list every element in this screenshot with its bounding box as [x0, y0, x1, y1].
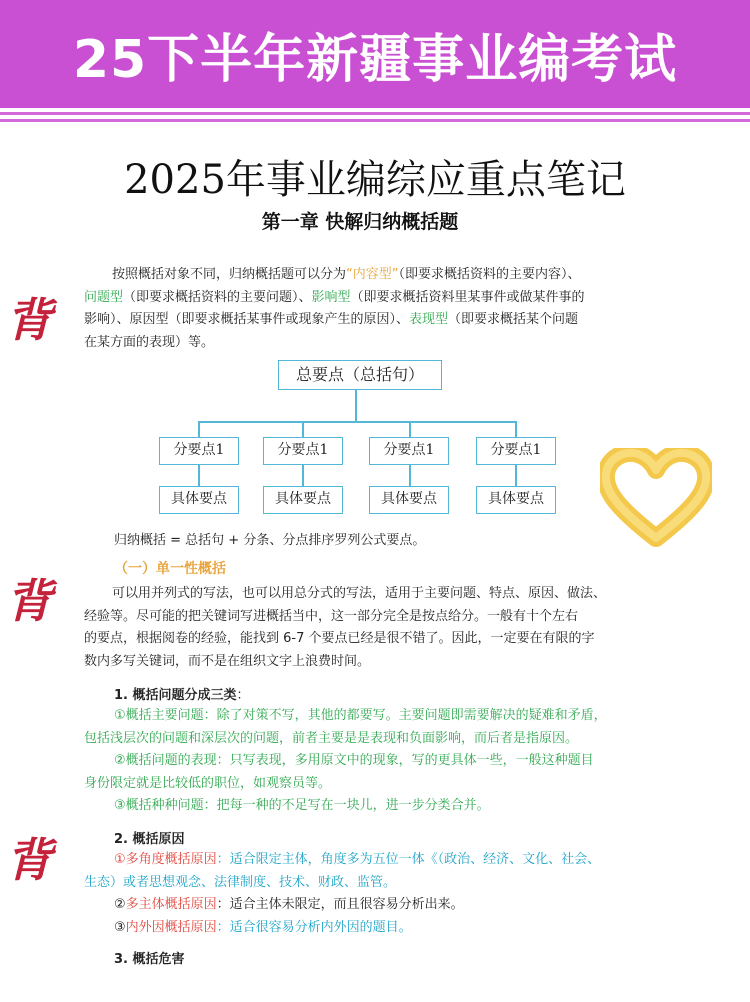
formula-text: 归纳概括 = 总括句 + 分条、分点排序罗列公式要点。 [114, 533, 426, 548]
diagram-leaf-box: 具体要点 [369, 486, 449, 514]
body-text: 经验等。尽可能的把关键词写进概括当中，这一部分完全是按点给分。一般有十个左右 [84, 608, 579, 624]
body-text: 的要点，根据阅卷的经验，能找到 6-7 个要点已经是很不错了。因此，一定要在有限的字 [84, 631, 595, 646]
list-item-label: 内外因概括原因 [125, 919, 217, 935]
diagram-branch-box: 分要点1 [476, 437, 556, 465]
intro-paragraph [84, 264, 644, 354]
subsection-heading: 3. 概括危害 [114, 952, 185, 967]
body-text: 可以用并列式的写法，也可以用总分式的写法，适用于主要问题、特点、原因、做法、 [112, 586, 607, 601]
bei-mark: 背 [6, 574, 52, 628]
top-banner [0, 0, 750, 108]
subsection-heading-text: 1. 概括问题分成三类 [114, 688, 237, 703]
diagram-connector [409, 421, 411, 438]
intro-text: 影响）、原因型（即要求概括某事件或现象产生的原因）、 [84, 312, 410, 327]
divider-line [0, 112, 750, 115]
diagram-connector [302, 421, 304, 438]
diagram-connector [198, 465, 200, 487]
sub1-paragraph [84, 705, 644, 818]
intro-text: 按照概括对象不同，归纳概括题可以分为 [112, 267, 347, 282]
bei-mark: 背 [6, 833, 52, 887]
subsection-heading-colon: ： [236, 688, 250, 703]
intro-highlight: 问题型 [84, 289, 124, 305]
list-item: 生态）或者思想观念、法律制度、技术、财政、监管。 [84, 874, 397, 890]
diagram-leaf-box: 具体要点 [263, 486, 343, 514]
list-item-number: ③ [114, 919, 126, 935]
bei-mark: 背 [6, 293, 52, 347]
body-text: 数内多写关键词，而不是在组织文字上浪费时间。 [84, 653, 371, 669]
section-heading: （一）单一性概括 [114, 561, 226, 577]
list-item: 身份限定就是比较低的职位，如观察员等。 [84, 775, 332, 791]
subsection-heading [114, 684, 250, 703]
list-item: ①概括主要问题：除了对策不写，其他的都要写。主要问题即需要解决的疑难和矛盾， [114, 708, 607, 723]
diagram-connector [515, 465, 517, 487]
diagram-connector [355, 390, 357, 422]
intro-text: （即要求概括资料里某事件或做某件事的 [350, 289, 585, 305]
diagram-connector [198, 421, 516, 423]
diagram-branch-box: 分要点1 [369, 437, 449, 465]
list-item: ②概括问题的表现：只写表现，多用原文中的现象，写的更具体一些，一般这种题目 [114, 753, 594, 768]
list-item-label: 多主体概括原因 [125, 897, 217, 912]
intro-text: （即要求概括资料的主要内容）、 [398, 267, 581, 282]
diagram-leaf-box: 具体要点 [159, 486, 239, 514]
chapter-title: 第一章 快解归纳概括题 [261, 211, 459, 233]
intro-highlight: “内容型” [346, 267, 399, 282]
intro-highlight: 表现型 [409, 312, 449, 327]
diagram-connector [302, 465, 304, 487]
list-item: 包括浅层次的问题和深层次的问题，前者主要是是表现和负面影响，而后者是指原因。 [84, 730, 579, 746]
diagram-root-box: 总要点（总括句） [278, 360, 442, 390]
diagram-connector [198, 421, 200, 438]
diagram-branch-box: 分要点1 [159, 437, 239, 465]
subsection-heading: 2. 概括原因 [114, 832, 185, 847]
list-item-number: ② [114, 897, 126, 912]
section1-paragraph [84, 583, 644, 673]
list-item: ：适合限定主体，角度多为五位一体《（政治、经济、文化、社会、 [216, 852, 601, 867]
intro-text: 在某方面的表现）等。 [84, 334, 215, 350]
banner-title: 25下半年新疆事业编考试 [72, 29, 678, 90]
list-item-label: ①多角度概括原因 [114, 852, 217, 867]
document-title: 2025年事业编综应重点笔记 [124, 157, 626, 203]
sub2-paragraph [84, 849, 644, 939]
diagram-leaf-box: 具体要点 [476, 486, 556, 514]
list-item: ③概括种种问题：把每一种的不足写在一块儿，进一步分类合并。 [114, 798, 490, 813]
intro-text: （即要求概括某个问题 [448, 312, 579, 327]
list-item: ：适合很容易分析内外因的题目。 [216, 919, 412, 935]
diagram-connector [409, 465, 411, 487]
heart-icon [600, 448, 712, 548]
intro-text: （即要求概括资料的主要问题）、 [123, 289, 312, 305]
intro-highlight: 影响型 [311, 289, 351, 305]
list-item: ：适合主体未限定，而且很容易分析出来。 [216, 897, 464, 912]
divider-line [0, 119, 750, 122]
diagram-connector [515, 421, 517, 438]
diagram-branch-box: 分要点1 [263, 437, 343, 465]
